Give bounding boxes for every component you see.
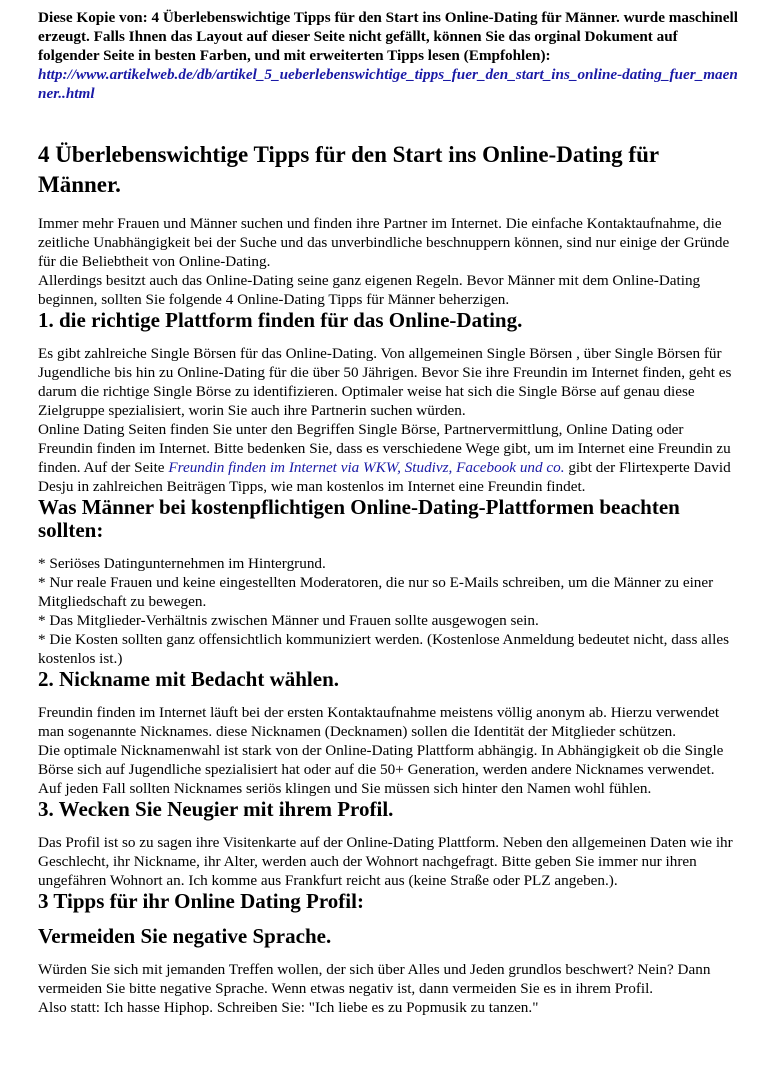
freundin-finden-link[interactable]: Freundin finden im Internet via WKW, Studivz, Facebook und co.: [168, 459, 565, 476]
paid-platforms-heading: Was Männer bei kostenpflichtigen Online-Dating-Plattformen beachten sollten:: [38, 495, 680, 542]
article-title: 4 Überlebenswichtige Tipps für den Start ins Online-Dating für Männer.: [38, 142, 659, 197]
section-1-paragraph-2: [38, 420, 736, 496]
section-2-paragraph-1: Freundin finden im Internet läuft bei der ersten Kontaktaufnahme meistens völlig anonym ab. Hierzu verwendet man sogenannte Nicknames. diese Nicknamen (Decknamen) sollen die Identität der Mitglieder schützen.: [38, 704, 720, 740]
original-article-link[interactable]: http://www.artikelweb.de/db/artikel_5_ueberlebenswichtige_tipps_fuer_den_start_ins_online-dating_fuer_maenner..html: [38, 66, 738, 102]
profile-tips-heading: 3 Tipps für ihr Online Dating Profil:: [38, 889, 364, 913]
paid-item: * Seriöses Datingunternehmen im Hintergrund.: [38, 555, 326, 572]
copy-notice: [38, 8, 738, 103]
copy-notice-text: Diese Kopie von: 4 Überlebenswichtige Tipps für den Start ins Online-Dating für Männer. wurde maschinell erzeugt. Falls Ihnen das Layout auf dieser Seite nicht gefällt, können Sie das orginal Dokument auf folgender Seite in besten Farben, und mit erweiterten Tipps lesen (Empfohlen):: [38, 9, 738, 64]
section-1-heading: 1. die richtige Plattform finden für das Online-Dating.: [38, 308, 523, 332]
negative-language-subheading: Vermeiden Sie negative Sprache.: [38, 924, 332, 948]
section-3-paragraph-1: Das Profil ist so zu sagen ihre Visitenkarte auf der Online-Dating Plattform. Neben den allgemeinen Daten wie ihr Geschlecht, ihr Nickname, ihr Alter, werden auch der Wohnort nachgefragt. Bitte geben Sie immer nur ihren ungefähren Wohnort an. Ich komme aus Frankfurt reicht aus (keine Straße oder PLZ angeben.).: [38, 834, 733, 889]
tips-paragraph-1: Würden Sie sich mit jemanden Treffen wollen, der sich über Alles und Jeden grundlos beschwert? Nein? Dann vermeiden Sie bitte negative Sprache. Wenn etwas negativ ist, dann vermeiden Sie es in ihrem Profil.: [38, 961, 711, 997]
paid-item: * Nur reale Frauen und keine eingestellten Moderatoren, die nur so E-Mails schreiben, um die Männer zu einer Mitgliedschaft zu bewegen.: [38, 574, 714, 610]
intro-paragraph-2: Allerdings besitzt auch das Online-Dating seine ganz eigenen Regeln. Bevor Männer mit dem Online-Dating beginnen, sollten Sie folgende 4 Online-Dating Tipps für Männer beherzigen.: [38, 272, 701, 308]
section-1-text-after-link: gibt der Flirtexperte David Desju in zahlreichen Beiträgen Tipps, wie man kostenlos im Internet eine Freundin findet.: [38, 459, 731, 495]
section-2-paragraph-2: Die optimale Nicknamenwahl ist stark von der Online-Dating Plattform abhängig. In Abhängigkeit ob die Single Börse sich auf Jugendliche spezialisiert hat oder auf die 50+ Generation, werden andere Nicknames verwendet. Auf jeden Fall sollten Nicknames seriös klingen und Sie müssen sich hinter den Namen wohl fühlen.: [38, 742, 724, 797]
paid-item: * Die Kosten sollten ganz offensichtlich kommuniziert werden. (Kostenlose Anmeldung bedeutet nicht, dass alles kostenlos ist.): [38, 631, 730, 667]
section-2-heading: 2. Nickname mit Bedacht wählen.: [38, 667, 339, 691]
intro-paragraph-1: Immer mehr Frauen und Männer suchen und finden ihre Partner im Internet. Die einfache Kontaktaufnahme, die zeitliche Unabhängigkeit bei der Suche und das unverbindliche beschnuppern können, sind nur einige der Gründe für die Beliebtheit von Online-Dating.: [38, 215, 730, 270]
article-content: [38, 140, 736, 1017]
paid-item: * Das Mitglieder-Verhältnis zwischen Männer und Frauen sollte ausgewogen sein.: [38, 612, 539, 629]
section-1-paragraph-1: Es gibt zahlreiche Single Börsen für das Online-Dating. Von allgemeinen Single Börsen , über Single Börsen für Jugendliche bis hin zu Online-Dating für die über 50 Jährigen. Bevor Sie ihre Freundin im Internet finden, geht es darum die richtige Single Börse zu identifizieren. Optimaler weise hat sich die Single Börse auf genau diese Zielgruppe spezialisiert, worin Sie auch ihre Partnerin suchen würden.: [38, 345, 732, 419]
section-1-text-before-link: Online Dating Seiten finden Sie unter den Begriffen Single Börse, Partnervermittlung, Online Dating oder Freundin finden im Internet. Bitte bedenken Sie, dass es verschiedene Wege gibt, um im Internet eine Freundin zu finden. Auf der Seite: [38, 421, 731, 476]
tips-paragraph-2: Also statt: Ich hasse Hiphop. Schreiben Sie: "Ich liebe es zu Popmusik zu tanzen.": [38, 999, 539, 1016]
section-3-heading: 3. Wecken Sie Neugier mit ihrem Profil.: [38, 797, 394, 821]
